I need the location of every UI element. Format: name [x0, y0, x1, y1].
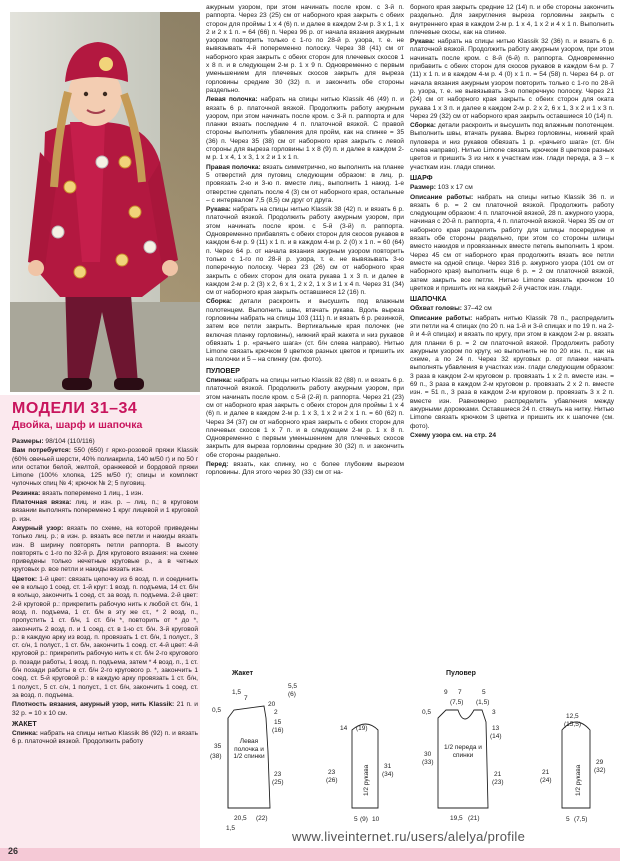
pullover-dim-top3: 5 — [482, 689, 486, 696]
pullover-sleeve-mid1: 21 — [542, 769, 550, 776]
pullover-sleeve-b1: 5 — [566, 816, 570, 823]
paragraph-lace: Ажурный узор: вязать по схеме, на которой приведены только лиц. р.; в изн. р. вязать все петли и накиды вязать изн. В ширину повторять петли раппорта. В высоту повторять с 1-го по 32-й р. Для кругового вязания: на схеме приведены только нечетные круговые р., а в четных круговых р. все петли и накиды вязать изн. — [12, 524, 198, 574]
jacket-dim-lower1: 23 — [274, 771, 282, 778]
footer-bar — [0, 848, 620, 861]
pullover-dim-arm2: (14) — [490, 733, 502, 740]
page-number: 26 — [8, 846, 19, 856]
pullover-front-label-box — [444, 744, 482, 784]
paragraph-pullover-front: Перед: вязать, как спинку, но с более глубоким вырезом горловины. Для этого через 30 (33) см от на- — [206, 461, 404, 477]
heading-pullover: ПУЛОВЕР — [206, 367, 240, 375]
jacket-dim-height2: (38) — [210, 753, 222, 760]
jacket-front-label: Левая полочка и 1/2 спинки — [233, 738, 265, 760]
paragraph-hat-size: Обхват головы: 37–42 см — [410, 305, 492, 313]
jacket-dim-height1: 35 — [214, 743, 222, 750]
text-column-2 — [206, 4, 404, 479]
pullover-dim-top4: (7,5) — [450, 699, 464, 706]
paragraph-scarf-work: Описание работы: набрать на спицы нитью Klassik 36 п. и вязать 6 р. = 2 см платочной вязкой. Продолжить работу следующим образом: 4 п. платочной вязкой, 28 п. ажурного узора, начиная с 20-й п. раппорта, 4 п. платочной вязкой. Через 35 см от наборного края разделить работу для шлицы посередине и вязать обе стороны раздельно, при этом со стороны шлицы вместо накидов и провязанных вместе петель выполнить 1 кром. Через 45 см от наборного края продолжить вязать все петли вместе на одной спице. Через 316 р. ажурного узора (101 см от наборного края) выполнить еще 6 р. = 2 см платочной вязкой, затем закрыть все петли. Нитью Limone связать крючком 10 цветков и пришить их на каждый 2-й участок изн. глади. — [410, 193, 614, 292]
pullover-sleeve-b2: (7,5) — [574, 816, 588, 823]
pullover-dim-neck: 3 — [492, 709, 496, 716]
text-column-1 — [12, 438, 198, 748]
pullover-dim-bottom2: (21) — [468, 815, 480, 822]
pullover-dim-top1: 9 — [444, 689, 448, 696]
heading-scarf: ШАРФ — [410, 174, 433, 182]
heading-hat: ШАПОЧКА — [410, 296, 447, 304]
watermark-url[interactable]: www.liveinternet.ru/users/alelya/profile — [292, 829, 526, 844]
paragraph-jacket-back-cont: ажурным узором, при этом начинать после кром. с 3-й п. раппорта. Через 23 (25) см от наборного края закрыть с обеих сторон для проймы 1 х 4 (6) п. и далее в каждом 2-м р. 3 х 1, 1 х 2 и 2 х 1 п. = 64 (66) п. Через 96 р. от начала вязания ажурным узором повторить только с 1-го по 28-й р. узора, т. е. не вывязывать 4-й попеременно полоску. Через 38 (41) см от наборного края закрыть с обеих сторон для плечевых скосов 1 х 8 п. и в следующем 2-м р. 1 х 9 п. Одновременно с первым уменьшением для плечевых скосов закрыть для выреза горловины средние 30 (32) п. и закончить обе стороны раздельно. — [206, 4, 404, 94]
pullover-dim-side: 0,5 — [422, 709, 432, 716]
jacket-dim-top1: 1,5 — [232, 689, 242, 696]
jacket-sleeve-side2: (34) — [382, 771, 394, 778]
paragraph-jacket-assembly: Сборка: детали раскроить и высушить под влажным полотенцем. Выполнить швы, втачать рукава. Вдоль выреза горловины набрать на спицы 103 (111) п. и вязать 6 р. резинкой, затем все петли закрыть. Вертикальные края полочек (не включая планку горловины), нижний край жакета и низ рукавов обвязать 1 р. «рачьего шага» (ст. б/н слева направо). Нитью Limone связать крючком 9 цветков разных цветов и пришить их на полочки и 5 – на спинку (см. фото). — [206, 298, 404, 364]
jacket-dim-lower2: (25) — [272, 779, 284, 786]
jacket-dim-top3: 5,5 — [288, 683, 298, 690]
pullover-sleeve-mid2: (24) — [540, 777, 552, 784]
jacket-dim-bottom2: (22) — [256, 815, 268, 822]
jacket-dim-armw: 2 — [274, 709, 278, 716]
paragraph-hat-work: Описание работы: набрать нитью Klassik 78 п., распределить эти петли на 4 спицах (по 20 п. на 1-й и 3-й спицах и по 19 п. на 2-й и 4-й спицах) и вязать по кругу, при этом в каждом 2-м р. вязать для планки 6 р. = 2 см платочной вязкой. Продолжить работу ажурным узором по кругу, но выполнить не по 20 изн. п., как на схеме, а по 24 п. Через 32 круговых р. от планки начать выполнять убавления в участках изн. глади следующим образом: 3 раза в каждом 2-м круговом р. провязать 1 х 2 п. вместе изн. = 69 п., 3 раза в каждом 2-м круговом р. провязать 2 х 2 п. вместе изн. = 51 п., 3 раза в каждом 2-м круговом р. провязать 3 х 2 п. вместе изн. Равномерно распределить убавления между ажурными дорожками. Оставшиеся 24 п. стянуть на нитку. Нитью Limone связать крючком 3 цветка и пришить их к шапочке (см. фото). — [410, 314, 614, 430]
pullover-dim-top5: (1,5) — [476, 699, 490, 706]
jacket-dim-cuff: 1,5 — [226, 825, 236, 832]
pullover-dim-height1: 30 — [424, 751, 432, 758]
pullover-sleeve-side2: (32) — [594, 767, 606, 774]
paragraph-pullover-sleeves: Рукава: набрать на спицы нитью Klassik 32 (36) п. и вязать 6 р. платочной вязкой. Продолжить работу ажурным узором, при этом начинать после кром. с 8-й (6-й) п. раппорта. Одновременно прибавить с обеих сторон для скосов рукавов в каждом 6-м р. 7 (11) х 1 п. и в каждом 4-м р. 4 (0) х 1 п. = 54 (58) п. Через 64 р. от начала вязания ажурным узором повторить только с 1-го по 28-й р. узора, т. е. не вывязывать 3-ю поперечную полоску. Через 21 (24) см от наборного края закрыть с обеих сторон для оката рукава 1 х 3 п. и далее в каждом 2-м р. 2 х 2, 6 х 1, 3 х 2 и 1 х 3 п. Через 29 (32) см от наборного края закрыть оставшиеся 10 (14) п. — [410, 38, 614, 120]
jacket-dim-top4: (6) — [288, 691, 296, 698]
jacket-sleeve-label: 1/2 рукава — [363, 764, 370, 796]
jacket-sleeve-b3: 10 — [372, 816, 380, 823]
paragraph-scarf-size: Размер: 103 х 17 см — [410, 184, 473, 192]
jacket-sleeve-b1: 5 — [354, 816, 358, 823]
jacket-sleeve-mid2: (26) — [326, 777, 338, 784]
jacket-dim-arm1: 15 — [274, 719, 282, 726]
pullover-front-label: 1/2 переда и спинки — [444, 744, 482, 759]
jacket-front-label-box — [232, 738, 266, 778]
jacket-dim-arm2: (16) — [272, 727, 284, 734]
pullover-sleeve-top1: 12,5 — [566, 713, 579, 720]
paragraph-pullover-front-cont: борного края закрыть средние 12 (14) п. и обе стороны закончить раздельно. Для закругления выреза горловины закрыть с внутреннего края в каждом 2-м р. 1 х 4, 1 х 2 и 4 х 1 п. Выполнить плечевые скосы, как на спинке. — [410, 4, 614, 36]
paragraph-right-front: Правая полочка: вязать симметрично, но выполнить на планке 5 отверстий для пуговиц следующим образом: в лиц. р. провязать 2-ю и 3-ю п. вместе лиц., выполнить 1 накид. 1-е отверстие сделать после 4 (3) см от наборного края, остальные – с интервалом 7,5 (8,5) см друг от друга. — [206, 163, 404, 204]
paragraph-sizes: Размеры: 98/104 (110/116) — [12, 438, 95, 445]
paragraph-jacket-back: Спинка: набрать на спицы нитью Klassik 86 (92) п. и вязать 6 р. платочной вязкой. Продолжить работу — [12, 730, 198, 746]
jacket-scheme-title: Жакет — [232, 670, 254, 677]
pullover-dim-top2: 7 — [458, 689, 462, 696]
jacket-sleeve-top2: (19) — [356, 725, 368, 732]
girl-illustration — [10, 12, 200, 392]
paragraph-pullover-back: Спинка: набрать на спицы нитью Klassik 82 (88) п. и вязать 6 р. платочной вязкой. Продолжить работу ажурным узором, при этом начинать после кром. с 5-й (2-й) п. раппорта. Через 21 (23) см от наборного края закрыть с обеих сторон для проймы 1 х 4 (6) п. и далее в каждом 2-м р. 1 х 3, 1 х 2 и 2 х 1 п. = 60 (62) п. Через 34 (37) см от наборного края закрыть с обеих сторон для плечевых скосов 1 х 7 п. и в следующем 2-м р. 1 х 8 п. Одновременно с первым уменьшением для плечевых скосов закрыть для выреза горловины средние 30 (32) п. и закончить обе стороны раздельно. — [206, 377, 404, 459]
pullover-sleeve-label: 1/2 рукава — [575, 764, 582, 796]
pullover-sleeve-top2: (15,5) — [564, 721, 581, 728]
page-title: МОДЕЛИ 31–34 — [12, 400, 138, 417]
paragraph-rib: Резинка: вязать поперемено 1 лиц., 1 изн. — [12, 489, 144, 497]
pullover-dim-height2: (33) — [422, 759, 434, 766]
jacket-sleeve-b2: (9) — [360, 816, 368, 823]
pullover-dim-lower2: (23) — [492, 779, 504, 786]
jacket-sleeve-mid1: 23 — [328, 769, 336, 776]
paragraph-jacket-sleeves: Рукава: набрать на спицы нитью Klassik 38 (42) п. и вязать 6 р. платочной вязкой. Продолжить работу ажурным узором, при этом начинать после кром. с 5-й (3-й) п. раппорта. Одновременно прибавлять с обеих сторон для скосов рукавов в каждом 6-м р. 9 (11) х 1 п. и в каждом 4-м р. 2 (0) х 1 п. = 60 (64) п. Через 64 р. от начала вязания ажурным узором повторить только с 1-го по 28-й р. узора, т. е. не вывязывать 3-ю поперечную полоску. Через 23 (26) см от наборного края закрыть с обеих сторон для оката рукава 1 х 3 п. и далее в каждом 2-м р. 2 (3) х 2, 6 х 1, 2 х 2, 1 х 3 и 1 х 4 п. Через 31 (34) см от наборного края закрыть оставшиеся 12 (16) п. — [206, 206, 404, 297]
paragraph-flower: Цветок: 1-й цвет: связать цепочку из 6 возд. п. и соединить ее в кольцо 1 соед. ст. 1-й круг: 1 возд. п. подъема, 14 ст. б/н в кольцо, закончить 1 соед. ст. за возд. п. подъема. 2-й цвет: 2-й круговой р.: прикрепить рабочую нить к любой ст. б/н, 1 возд. п. подъема, 1 ст. б/н в эту же ст., * 2 возд. п., пропустить 1 ст. б/н, 1 ст. б/н *, повторить от * до *, закончить 2 возд. п. и 1 соед. ст. в 1-ю ст. б/н. 3-й круговой р.: в каждую арку из возд. п. провязать 1 ст. б/н, 1 полуст., 3 ст. с/н, 1 полуст., 1 ст. б/н, закончить 1 соед. ст. 4-й цвет: 4-й круговой р.: прикрепить рабочую нить к ст. б/н 2-го кругового р. позади работы, 1 возд. п. подъема, затем * 4 возд. п., 1 ст. б/н позади работы в ст. б/н 2-го кругового р. *, закончить 1 соед. ст. 5-й круговой р.: в каждую арку провязать 1 ст. б/н, 1 полуст., 5 ст. с/н, 1 полуст., 1 ст. б/н, закончить 1 соед. ст. за возд. п. подъема. — [12, 575, 199, 699]
paragraph-left-front: Левая полочка: набрать на спицы нитью Klassik 46 (49) п. и вязать 6 р. платочной вязкой. Продолжить работу ажурным узором, при этом начинать после кром. с 3-й п. раппорта и для планки вязать последние 4 п. платочной вязкой. С правой стороны выполнить убавления для пройм, как на спинке = 35 (36) п. Через 35 (38) см от наборного края закрыть с левой стороны для выреза горловины 1 х 8 (9) п. и далее в каждом 2-м р. 1 х 4, 1 х 3, 1 х 2 и 1 х 1 п. — [206, 96, 404, 162]
jacket-dim-top2: 7 — [244, 695, 248, 702]
jacket-sleeve-top1: 14 — [340, 725, 348, 732]
paragraph-gauge: Плотность вязания, ажурный узор, нить Klassik: 21 п. и 32 р. = 10 х 10 см. — [12, 701, 198, 717]
page-subtitle: Двойка, шарф и шапочка — [12, 419, 143, 431]
jacket-dim-shoulder: 20 — [268, 701, 276, 708]
pattern-schemes — [206, 668, 614, 838]
model-photo — [10, 12, 200, 392]
pullover-dim-bottom1: 19,5 — [450, 815, 463, 822]
scheme-drawings — [206, 678, 614, 838]
pullover-dim-arm1: 13 — [492, 725, 500, 732]
jacket-dim-side: 0,5 — [212, 707, 222, 714]
paragraph-garter: Платочная вязка: лиц. и изн. р. – лиц. п.; в круговом вязании выполнять поперемено 1 круг лицевой и 1 круговой р. изн. — [12, 499, 198, 523]
pullover-scheme-title: Пуловер — [446, 670, 476, 677]
heading-jacket: ЖАКЕТ — [12, 720, 37, 728]
paragraph-pullover-assembly: Сборка: детали раскроить и высушить под влажным полотенцем. Выполнить швы, втачать рукава. Вырез горловины, нижний край пуловера и низ рукавов обвязать 1 р. «рачьего шага» (ст. б/н слева направо). Нитью Limone связать крючком 8 цветков разных цветов и пришить 3 из них к участкам изн. глади переда, а 3 – к участкам изн. глади спинки. — [410, 122, 614, 171]
jacket-sleeve-side1: 31 — [384, 763, 392, 770]
pullover-dim-lower1: 21 — [494, 771, 502, 778]
text-column-3 — [410, 4, 614, 441]
paragraph-scheme-ref: Схему узора см. на стр. 24 — [410, 431, 496, 439]
paragraph-materials: Вам потребуется: 550 (650) г ярко-розовой пряжи Klassik (60% овечьей шерсти, 40% полиакрила, 140 м/50 г) и по 50 г или остатки белой, желтой, оранжевой и бордовой пряжи Limone (100% хлопка, 125 м/50 г); спицы и комплект чулочных спиц № 4; крючок № 2; 5 пуговиц. — [12, 447, 198, 488]
pullover-sleeve-side1: 29 — [596, 759, 604, 766]
jacket-dim-bottom1: 20,5 — [234, 815, 247, 822]
